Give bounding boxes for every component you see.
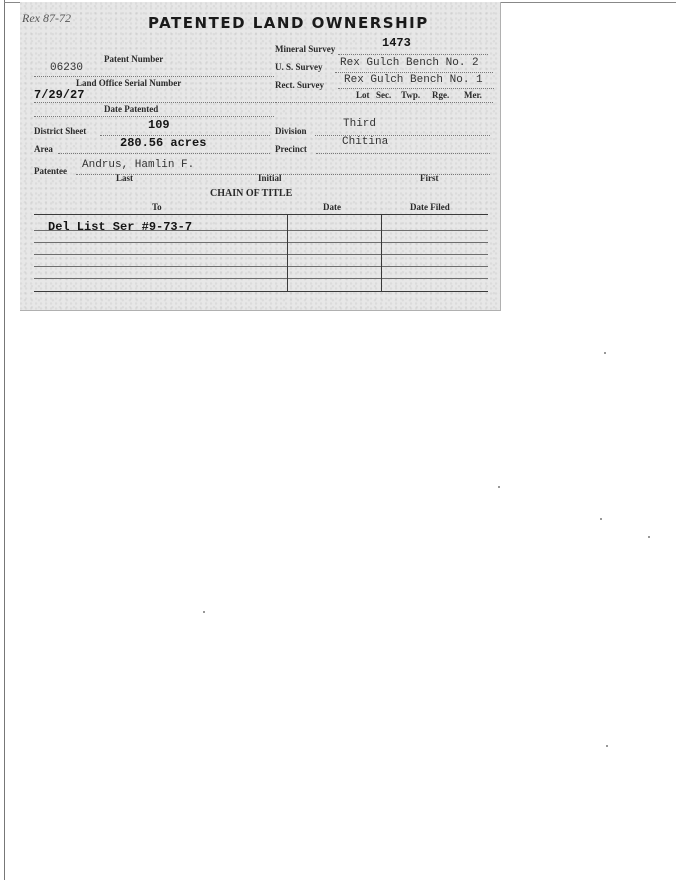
last-label: Last [116,173,134,183]
initial-label: Initial [258,173,282,183]
date-patented-line [34,116,274,117]
mineral-survey-line [338,54,488,55]
mer-label: Mer. [464,90,482,100]
table-row-rule [34,254,488,255]
date-patented-label: Date Patented [104,104,159,114]
twp-rge-line [275,102,493,103]
patent-number-value: 06230 [50,62,84,74]
precinct-label: Precinct [275,144,307,154]
scan-speck [604,352,606,354]
lot-label: Lot [356,90,370,100]
rge-label: Rge. [432,90,450,100]
division-value: Third [343,118,377,130]
patentee-value: Andrus, Hamlin F. [82,159,195,171]
table-header-rule [34,214,488,215]
scan-speck [498,486,500,488]
rect-survey-line [338,88,494,89]
us-survey-label: U. S. Survey [275,62,323,72]
patentee-label: Patentee [34,166,67,176]
us-survey-value: Rex Gulch Bench No. 2 [340,57,479,69]
card-title: PATENTED LAND OWNERSHIP [148,14,429,32]
land-office-serial-value: 7/29/27 [34,88,85,102]
scan-speck [600,518,602,520]
land-ownership-card [20,2,501,311]
table-row-rule [34,278,488,279]
table-col-divider [381,214,382,291]
rect-survey-value: Rex Gulch Bench No. 1 [344,74,483,86]
first-label: First [420,173,439,183]
area-label: Area [34,144,53,154]
col-to-header: To [152,202,162,212]
scan-speck [648,536,650,538]
scan-speck [203,611,205,613]
patent-number-label: Patent Number [104,54,164,64]
sec-label: Sec. [376,90,392,100]
district-sheet-value: 109 [148,118,170,132]
chain-of-title-heading: CHAIN OF TITLE [210,188,293,199]
mineral-survey-label: Mineral Survey [275,44,336,54]
land-office-serial-line [34,102,274,103]
col-date-filed-header: Date Filed [410,202,450,212]
us-survey-line [335,72,493,73]
chain-row-to: Del List Ser #9-73-7 [48,220,193,234]
precinct-value: Chitina [342,136,389,148]
table-row-rule [34,266,488,267]
page-left-edge [4,0,5,880]
rect-survey-label: Rect. Survey [275,80,324,90]
table-bottom-rule [34,291,488,292]
corner-note: Rex 87-72 [22,11,71,25]
table-row-rule [34,242,488,243]
land-office-serial-label: Land Office Serial Number [76,78,182,88]
scan-speck [606,745,608,747]
area-value: 280.56 acres [120,136,207,150]
table-col-divider [287,214,288,291]
precinct-line [316,153,490,154]
division-label: Division [275,126,307,136]
mineral-survey-value: 1473 [382,36,411,50]
patent-number-line [34,76,274,77]
district-sheet-label: District Sheet [34,126,87,136]
twp-label: Twp. [401,90,421,100]
area-line [58,153,270,154]
col-date-header: Date [323,202,341,212]
